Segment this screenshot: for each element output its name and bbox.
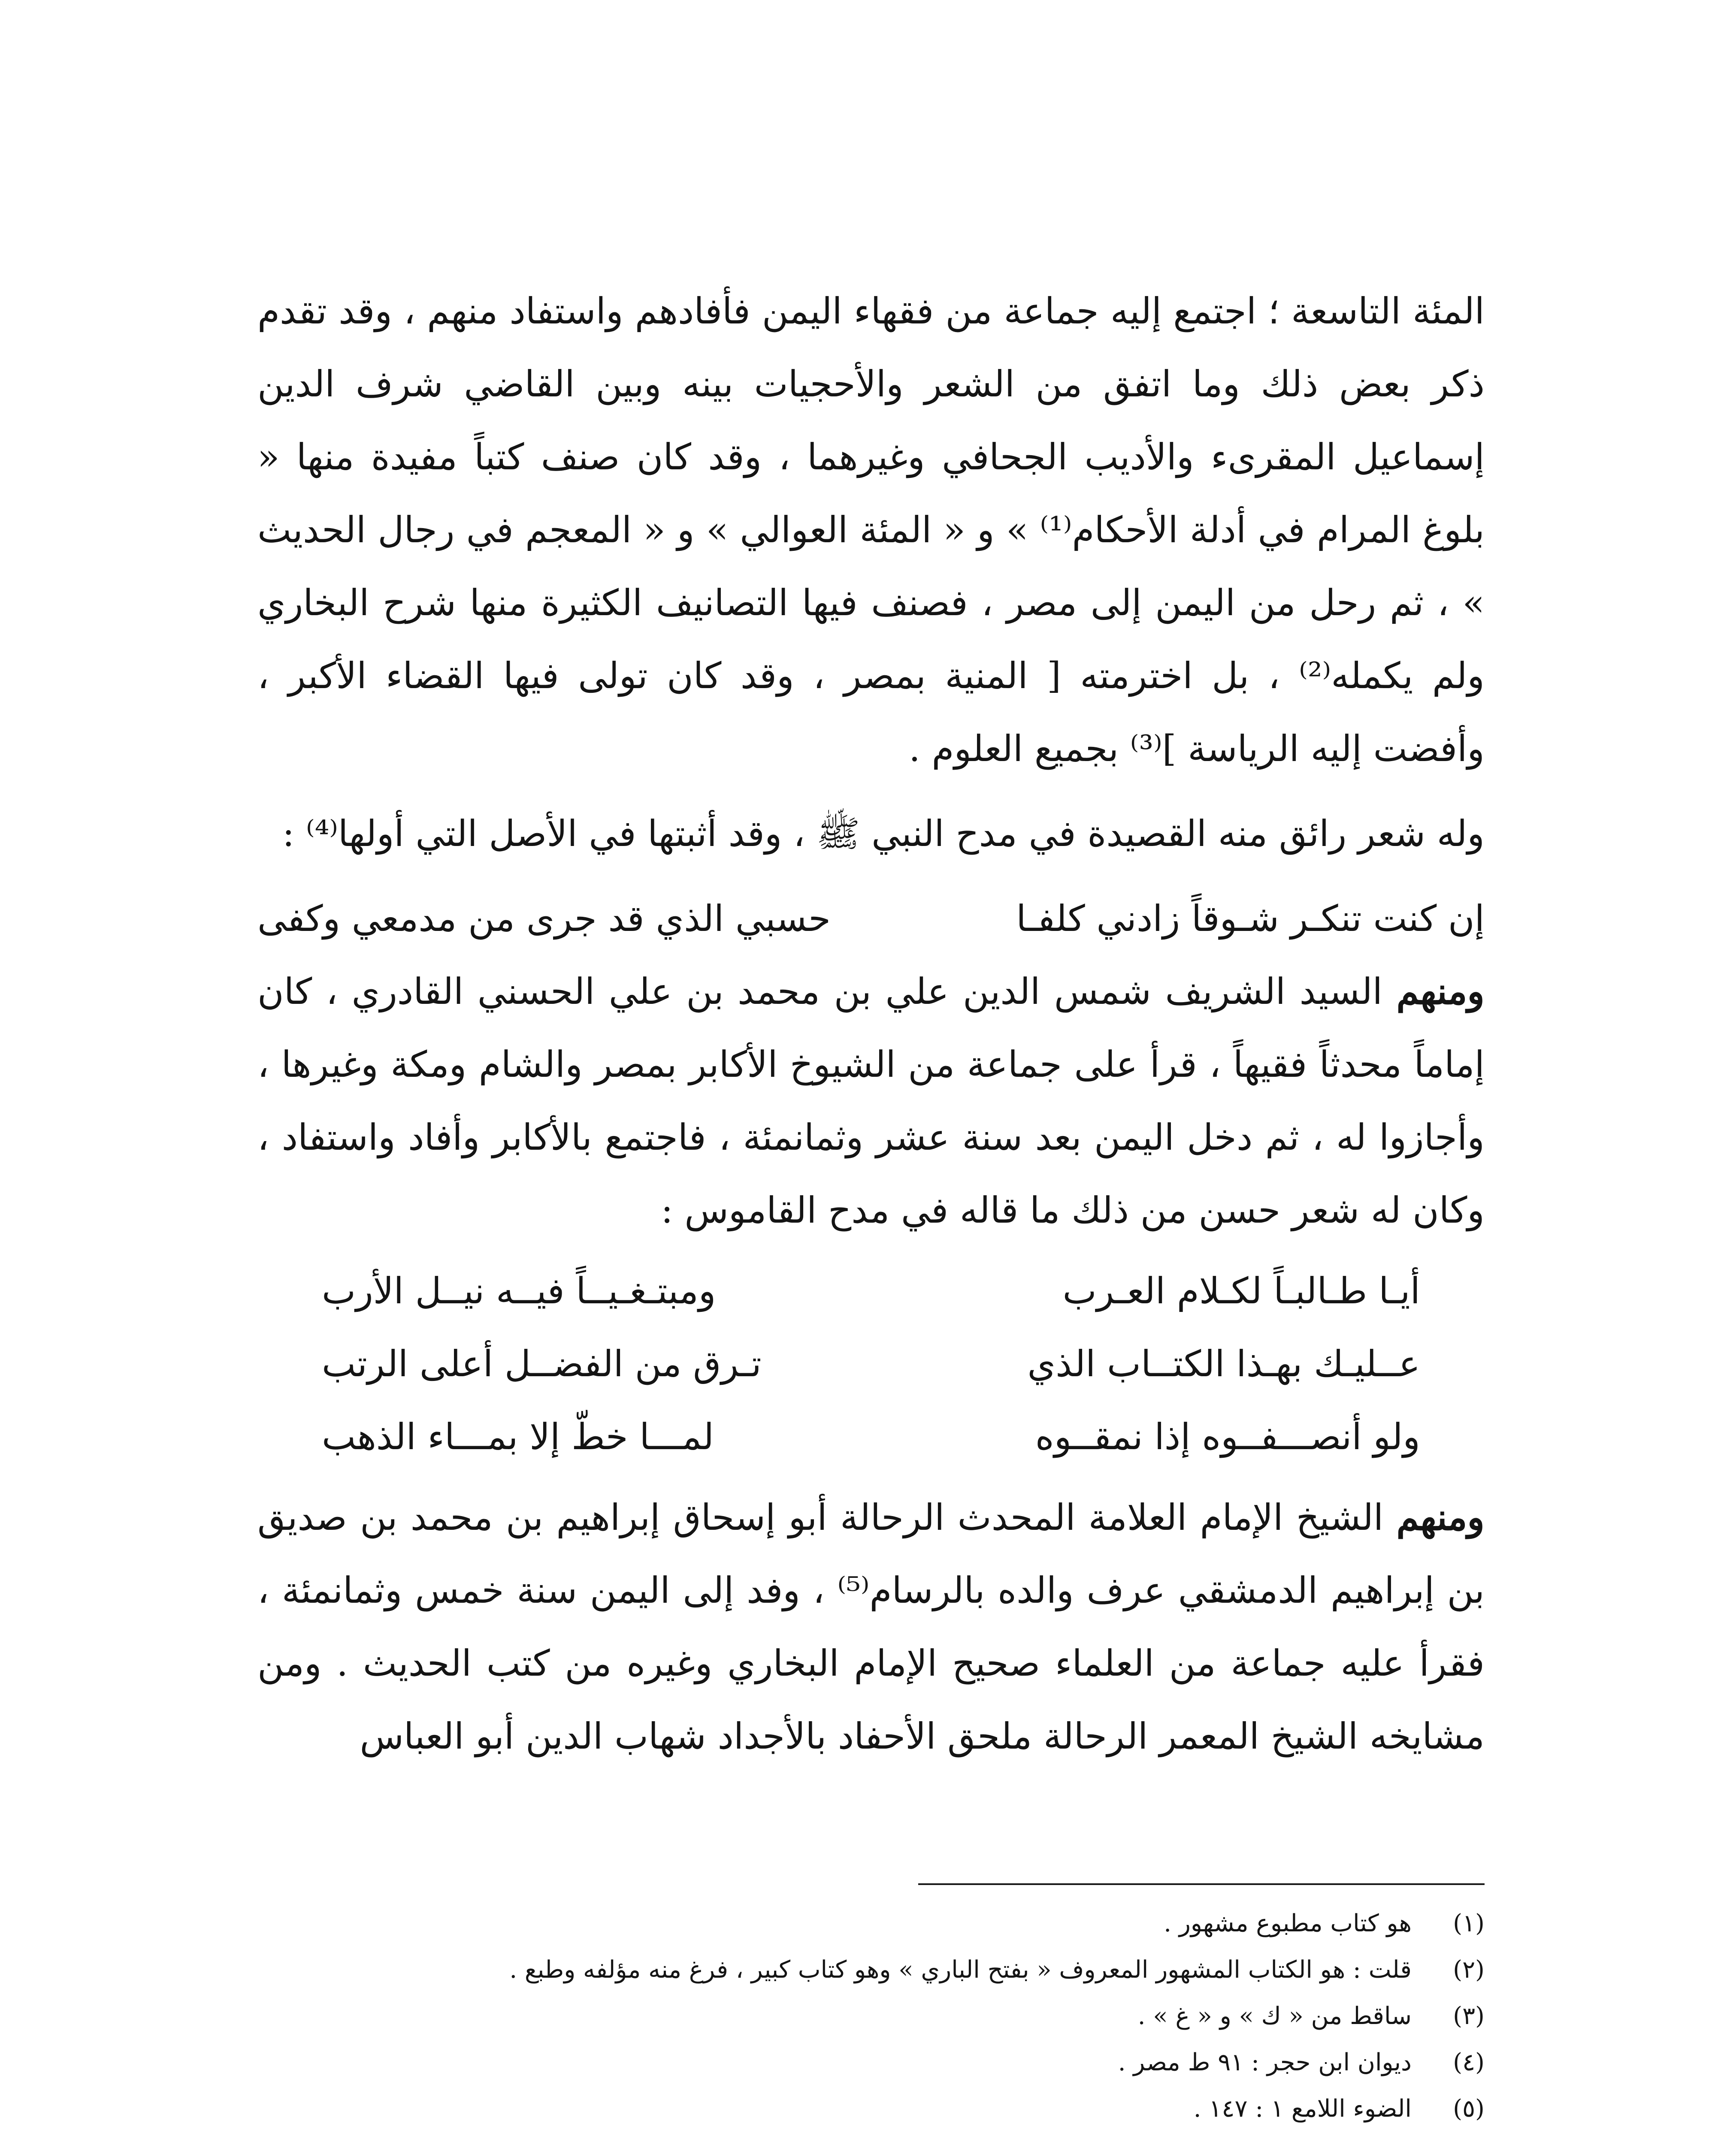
footnote-text: ديوان ابن حجر : ٩١ ط مصر . <box>1118 2048 1412 2076</box>
footnote-number: (٣) <box>1453 2002 1485 2030</box>
paragraph-lead-word: ومنهم <box>1396 1496 1485 1538</box>
footnote-number: (٤) <box>1453 2048 1485 2076</box>
footnote-number: (٥) <box>1453 2095 1485 2123</box>
footnote-number: (٢) <box>1453 1956 1485 1984</box>
footnote-divider <box>918 1883 1485 1885</box>
paragraph-3 <box>257 955 1485 1247</box>
paragraph-4 <box>257 1481 1485 1773</box>
verse-line <box>322 1327 1420 1400</box>
paragraph-2: وله شعر رائق منه القصيدة في مدح النبي ﷺ ، وقد أثبتها في الأصل التي أولها⁽⁴⁾ : <box>282 813 1485 855</box>
verse-first-hemistich: أيـا طـالبـاً لكـلام العـرب <box>1062 1270 1420 1312</box>
verse-second-hemistich: تـرق من الفضــل أعلى الرتب <box>322 1343 762 1385</box>
footnote <box>257 2086 1485 2132</box>
footnote <box>257 1993 1485 2039</box>
footnotes <box>257 1900 1485 2132</box>
footnote <box>257 1900 1485 1947</box>
footnote-text: هو كتاب مطبوع مشهور . <box>1164 1909 1412 1937</box>
verse-second-hemistich: لمـــا خطّ إلا بمـــاء الذهب <box>322 1416 714 1458</box>
footnote-text: قلت : هو الكتاب المشهور المعروف « بفتح الباري » وهو كتاب كبير ، فرغ منه مؤلفه وطبع . <box>509 1956 1412 1984</box>
verse-second-hemistich: حسبي الذي قد جرى من مدمعي وكفى <box>257 897 831 940</box>
paragraph-body: السيد الشريف شمس الدين علي بن محمد بن علي الحسني القادري ، كان إماماً محدثاً فقيهاً ، قرأ على جماعة من الشيوخ الأكابر بمصر والشام ومكة وغيرها ، وأجازوا له ، ثم دخل اليمن بعد سنة عشر وثمانمئة ، فاجتمع بالأكابر وأفاد واستفاد ، وكان له شعر حسن من ذلك ما قاله في مدح القاموس : <box>257 970 1485 1231</box>
footnote-text: ساقط من « ك » و « غ » . <box>1137 2002 1412 2030</box>
verse-first-hemistich: عــليـك بهـذا الكتــاب الذي <box>1027 1343 1420 1385</box>
verse-first-hemistich: إن كنت تنكـر شـوقاً زادني كلفـا <box>1016 897 1485 940</box>
footnote <box>257 2039 1485 2086</box>
paragraph-1: المئة التاسعة ؛ اجتمع إليه جماعة من فقهاء اليمن فأفادهم واستفاد منهم ، وقد تقدم ذكر بعض ذلك وما اتفق من الشعر والأحجيات بينه وبين القاضي شرف الدين إسماعيل المقرىء والأديب الجحافي وغيرهما ، وقد كان صنف كتباً مفيدة منها « بلوغ المرام في أدلة الأحكام⁽¹⁾ » و « المئة العوالي » و « المعجم في رجال الحديث » ، ثم رحل من اليمن إلى مصر ، فصنف فيها التصانيف الكثيرة منها شرح البخاري ولم يكمله⁽²⁾ ، بل اخترمته [ المنية بمصر ، وقد كان تولى فيها القضاء الأكبر ، وأفضت إليه الرياسة ]⁽³⁾ بجميع العلوم . <box>257 290 1485 770</box>
verse-line <box>322 1254 1420 1327</box>
verse-first-hemistich: ولو أنصـــفــوه إذا نمقــوه <box>1035 1416 1420 1458</box>
verse-line <box>257 882 1485 955</box>
verse-line <box>322 1400 1420 1473</box>
footnote-number: (١) <box>1453 1909 1485 1937</box>
paragraph-lead-word: ومنهم <box>1396 970 1485 1012</box>
footnote-text: الضوء اللامع ١ : ١٤٧ . <box>1193 2095 1412 2123</box>
verse-second-hemistich: ومبتـغـيــاً فيــه نيــل الأرب <box>322 1270 716 1312</box>
main-text <box>257 275 1485 1773</box>
paragraph-body: الشيخ الإمام العلامة المحدث الرحالة أبو إسحاق إبراهيم بن محمد بن صديق بن إبراهيم الدمشقي عرف والده بالرسام⁽⁵⁾ ، وفد إلى اليمن سنة خمس وثمانمئة ، فقرأ عليه جماعة من العلماء صحيح الإمام البخاري وغيره من كتب الحديث . ومن مشايخه الشيخ المعمر الرحالة ملحق الأحفاد بالأجداد شهاب الدين أبو العباس <box>257 1496 1485 1757</box>
footnote <box>257 1947 1485 1993</box>
poem-block <box>322 1254 1420 1473</box>
